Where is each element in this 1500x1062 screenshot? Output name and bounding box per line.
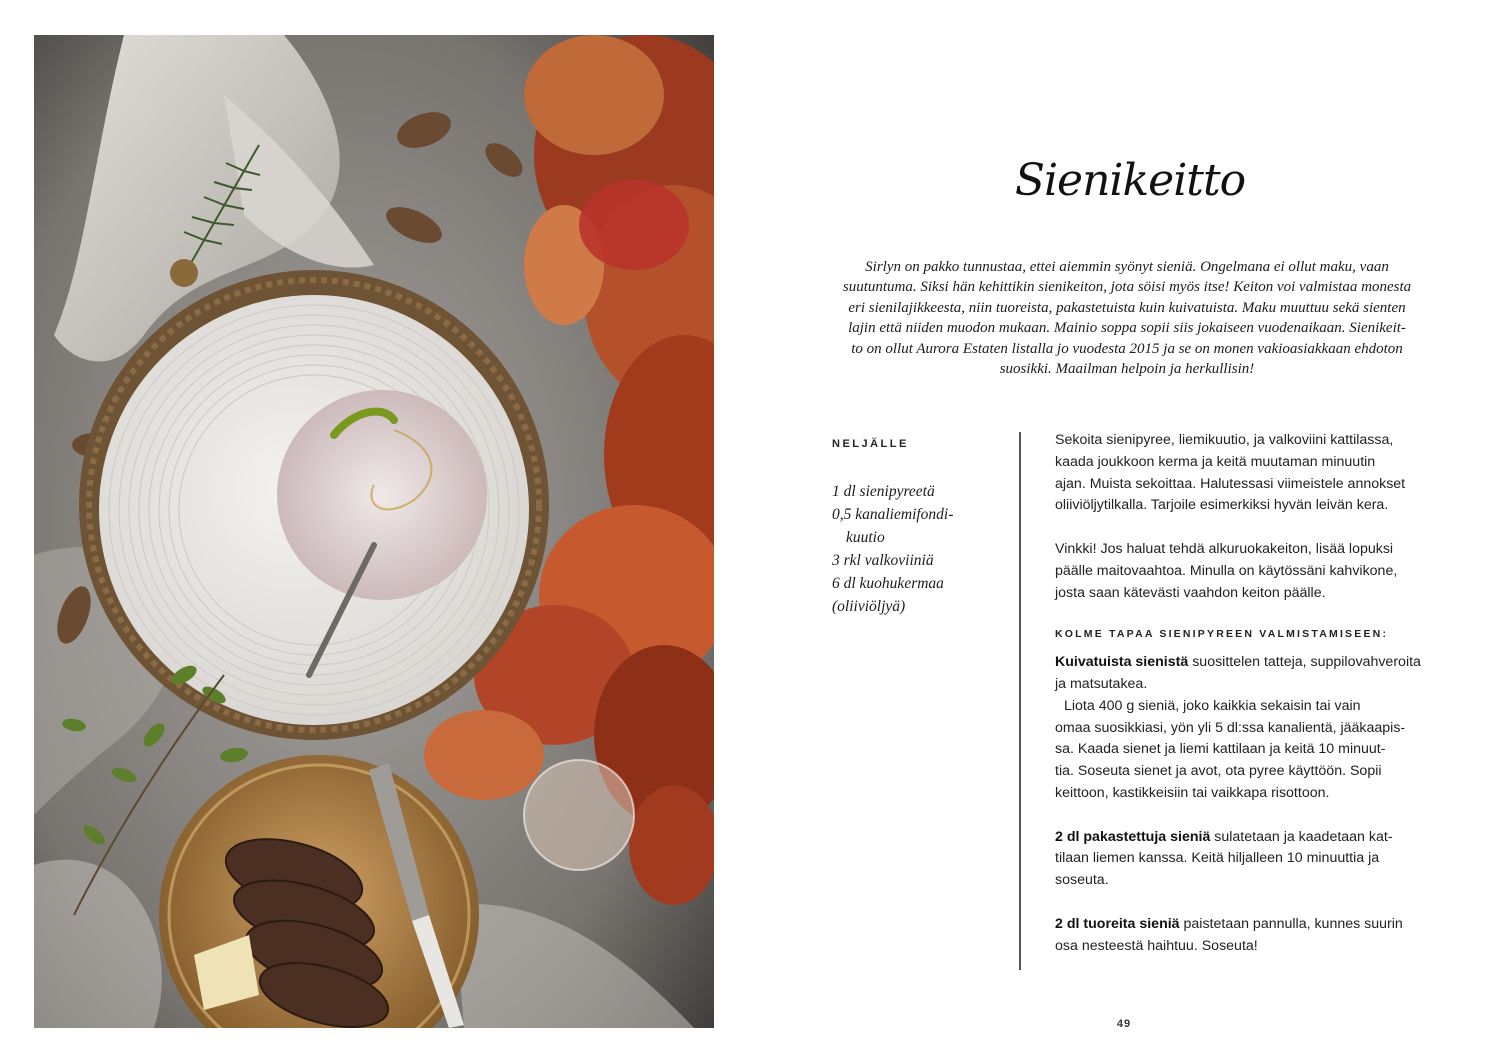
ingredient-list <box>832 480 1002 618</box>
method-line: Sekoita sienipyree, liemikuutio, ja valkoviini kattilassa, <box>1055 432 1394 448</box>
recipe-title: Sienikeitto <box>1014 155 1246 206</box>
intro-line: suutuntuma. Siksi hän kehittikin sienikeiton, jota söisi myös itse! Keiton voi valmistaa monesta <box>842 279 1412 296</box>
dried-line: tia. Soseuta sienet ja avot, ota pyree käyttöön. Sopii <box>1055 763 1382 780</box>
ingredient-line: kuutio <box>846 529 885 546</box>
frozen-line: soseuta. <box>1055 872 1109 889</box>
column-divider <box>1019 432 1021 970</box>
food-photo <box>34 35 714 1028</box>
fresh-rest: paistetaan pannulla, kunnes suurin <box>1179 915 1403 932</box>
dried-rest: suosittelen tatteja, suppilovahveroita <box>1188 654 1421 671</box>
intro-line: Sirlyn on pakko tunnustaa, ettei aiemmin syönyt sieniä. Ongelmana ei ollut maku, vaan <box>865 259 1389 275</box>
puree-subheading: KOLME TAPAA SIENIPYREEN VALMISTAMISEEN: <box>1055 628 1389 641</box>
dried-line: Liota 400 g sieniä, joko kaikkia sekaisin tai vain <box>1064 697 1361 714</box>
recipe-intro <box>822 257 1432 379</box>
mushroom-soup <box>277 390 487 600</box>
frozen-bold: 2 dl pakastettuja sieniä <box>1055 828 1211 845</box>
fresh-line: osa nesteestä haihtuu. Soseuta! <box>1055 937 1258 954</box>
dried-bold: Kuivatuista sienistä <box>1055 654 1189 671</box>
ingredient-line: 6 dl kuohukermaa <box>832 575 944 592</box>
dried-line: ja matsutakea. <box>1055 675 1148 692</box>
ingredient-line: 1 dl sienipyreetä <box>832 483 935 500</box>
ingredient-line: (oliiviöljyä) <box>832 598 906 615</box>
frozen-rest: sulatetaan ja kaadetaan kat- <box>1210 828 1393 845</box>
ingredient-line: 0,5 kanaliemifondi- <box>832 506 954 523</box>
dried-line: omaa suosikkiasi, yön yli 5 dl:ssa kanalientä, jääkaapis- <box>1055 719 1406 736</box>
method-line: oliiviöljytilkalla. Tarjoile esimerkiksi hyvän leivän kera. <box>1055 497 1389 514</box>
tip-line: Vinkki! Jos haluat tehdä alkuruokakeiton, lisää lopuksi <box>1055 540 1394 557</box>
frozen-line: tilaan liemen kanssa. Keitä hiljalleen 10 minuuttia ja <box>1055 850 1380 867</box>
tip-line: päälle maitovaahtoa. Minulla on käytössäni kahvikone, <box>1055 562 1398 579</box>
ingredient-line: 3 rkl valkoviiniä <box>832 552 934 569</box>
page-number: 49 <box>1116 1018 1132 1030</box>
fresh-bold: 2 dl tuoreita sieniä <box>1055 915 1180 932</box>
intro-line: lajin että niiden muodon mukaan. Mainio soppa sopii siis jokaiseen vuodenaikaan. Sienikeit- <box>848 320 1406 337</box>
intro-line: suosikki. Maailman helpoin ja herkullisin! <box>999 361 1255 378</box>
method-line: kaada joukkoon kerma ja keitä muutaman minuutin <box>1055 453 1376 470</box>
tip-line: josta saan kätevästi vaahdon keiton päälle. <box>1055 584 1326 601</box>
intro-line: to on ollut Aurora Estaten listalla jo vuodesta 2015 ja se on monen vakioasiakkaan ehdoton <box>851 340 1403 357</box>
intro-line: eri sienilajikkeesta, niin tuoreista, pakastetuista kuin kuivatuista. Maku muuttuu sekä sienten <box>848 299 1406 316</box>
serves-label: NELJÄLLE <box>832 438 909 450</box>
method-line: ajan. Muista sekoittaa. Halutessasi viimeistele annokset <box>1055 475 1406 492</box>
frozen-first-line <box>1055 827 1450 849</box>
napkin-ring <box>170 259 198 287</box>
dried-line: sa. Kaada sienet ja liemi kattilaan ja keitä 10 minuut- <box>1055 741 1386 758</box>
fresh-first-line <box>1055 914 1450 936</box>
dried-line: keittoon, kastikkeisiin tai vaikkapa risottoon. <box>1055 784 1330 801</box>
dried-first-line <box>1055 652 1450 674</box>
method-column <box>1055 430 1450 957</box>
